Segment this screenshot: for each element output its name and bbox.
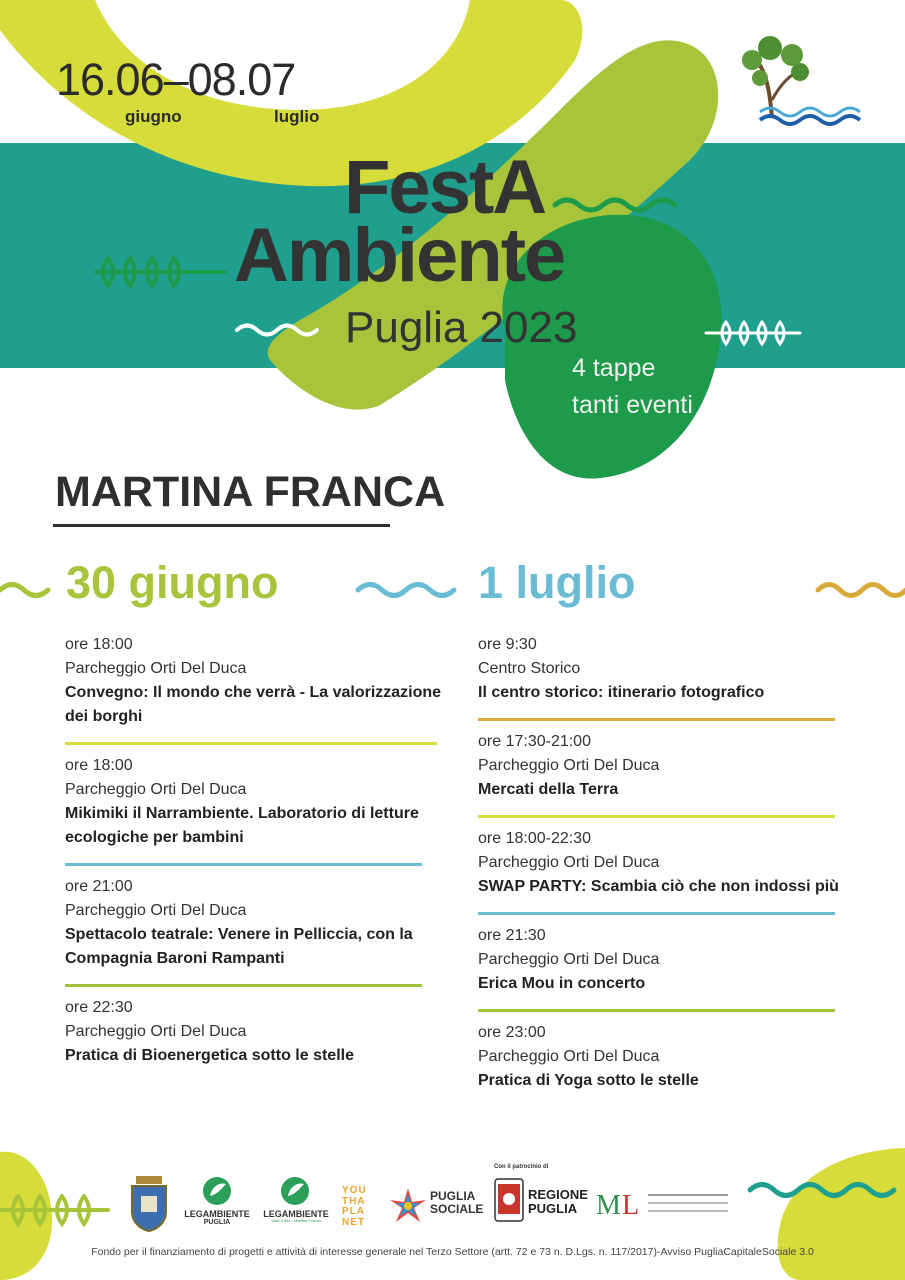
event-time: ore 18:00-22:30	[478, 830, 591, 847]
event-name: Il centro storico: itinerario fotografico	[478, 684, 765, 701]
festambiente-logo-icon	[742, 36, 860, 124]
event-place: Parcheggio Orti Del Duca	[478, 1048, 660, 1065]
day2-heading: 1 luglio	[478, 557, 636, 608]
event-time: ore 9:30	[478, 636, 537, 653]
footer-funding-text: Fondo per il finanziamento di progetti e attività di interesse generale nel Terzo Settore (artt. 72 e 73 n. D.Lgs. n. 117/2017)-Avviso PugliaCapitaleSociale 3.0	[91, 1246, 814, 1258]
legambiente-puglia-label-line2: PUGLIA	[203, 1219, 231, 1227]
title-line1: FestA	[344, 145, 546, 230]
svg-text:M: M	[596, 1190, 621, 1220]
event-place: Parcheggio Orti Del Duca	[478, 757, 660, 774]
patrocinio-label: Con il patrocinio di	[494, 1164, 549, 1170]
event-time: ore 17:30-21:00	[478, 733, 591, 750]
event-name: Mercati della Terra	[478, 781, 619, 798]
event-name: Spettacolo teatrale: Venere in Pelliccia, con la Compagnia Baroni Rampanti	[65, 926, 413, 967]
event-time: ore 18:00	[65, 636, 133, 653]
day1-heading: 30 giugno	[66, 557, 279, 608]
event-time: ore 22:30	[65, 999, 133, 1016]
title-line3: Puglia 2023	[345, 303, 578, 352]
event-name: Mikimiki il Narrambiente. Laboratorio di letture ecologiche per bambini	[65, 805, 419, 846]
event-name: Convegno: Il mondo che verrà - La valorizzazione dei borghi	[65, 684, 442, 725]
event-name: Erica Mou in concerto	[478, 975, 646, 992]
event-place: Centro Storico	[478, 660, 581, 677]
legambiente-valle-label-line1: LEGAMBIENTE	[263, 1209, 329, 1219]
month-start: giugno	[125, 107, 182, 126]
regione-puglia-label-line2: PUGLIA	[528, 1200, 578, 1216]
event-place: Parcheggio Orti Del Duca	[478, 854, 660, 871]
city-title: MARTINA FRANCA	[55, 468, 446, 516]
puglia-sociale-label-line2: SOCIALE	[430, 1201, 484, 1216]
puglia-sociale-label-line1: PUGLIA	[430, 1189, 476, 1203]
event-name: Pratica di Bioenergetica sotto le stelle	[65, 1047, 354, 1064]
event-time: ore 18:00	[65, 757, 133, 774]
regione-puglia-label-line1: REGIONE	[528, 1187, 588, 1202]
tagline	[572, 350, 693, 424]
event-name: Pratica di Yoga sotto le stelle	[478, 1072, 699, 1089]
event-place: Parcheggio Orti Del Duca	[65, 1023, 247, 1040]
legambiente-puglia-label-line1: LEGAMBIENTE	[184, 1209, 250, 1219]
tagline-line2: tanti eventi	[572, 391, 693, 419]
title-line2: Ambiente	[234, 213, 565, 298]
svg-text:L: L	[622, 1190, 640, 1220]
tagline-line1: 4 tappe	[572, 354, 656, 382]
event-place: Parcheggio Orti Del Duca	[65, 902, 247, 919]
event-place: Parcheggio Orti Del Duca	[478, 951, 660, 968]
event-time: ore 21:00	[65, 878, 133, 895]
event-time: ore 21:30	[478, 927, 546, 944]
event-place: Parcheggio Orti Del Duca	[65, 781, 247, 798]
event-place: Parcheggio Orti Del Duca	[65, 660, 247, 677]
legambiente-valle-label-line2: Valle d'Itria - Martina Franca	[271, 1218, 321, 1224]
date-range: 16.06–08.07	[56, 54, 296, 105]
event-name: SWAP PARTY: Scambia ciò che non indossi più	[478, 878, 839, 895]
month-end: luglio	[274, 107, 320, 126]
event-time: ore 23:00	[478, 1024, 546, 1041]
youthaplanet-logo: YOU THA PLA NET	[342, 1185, 367, 1228]
